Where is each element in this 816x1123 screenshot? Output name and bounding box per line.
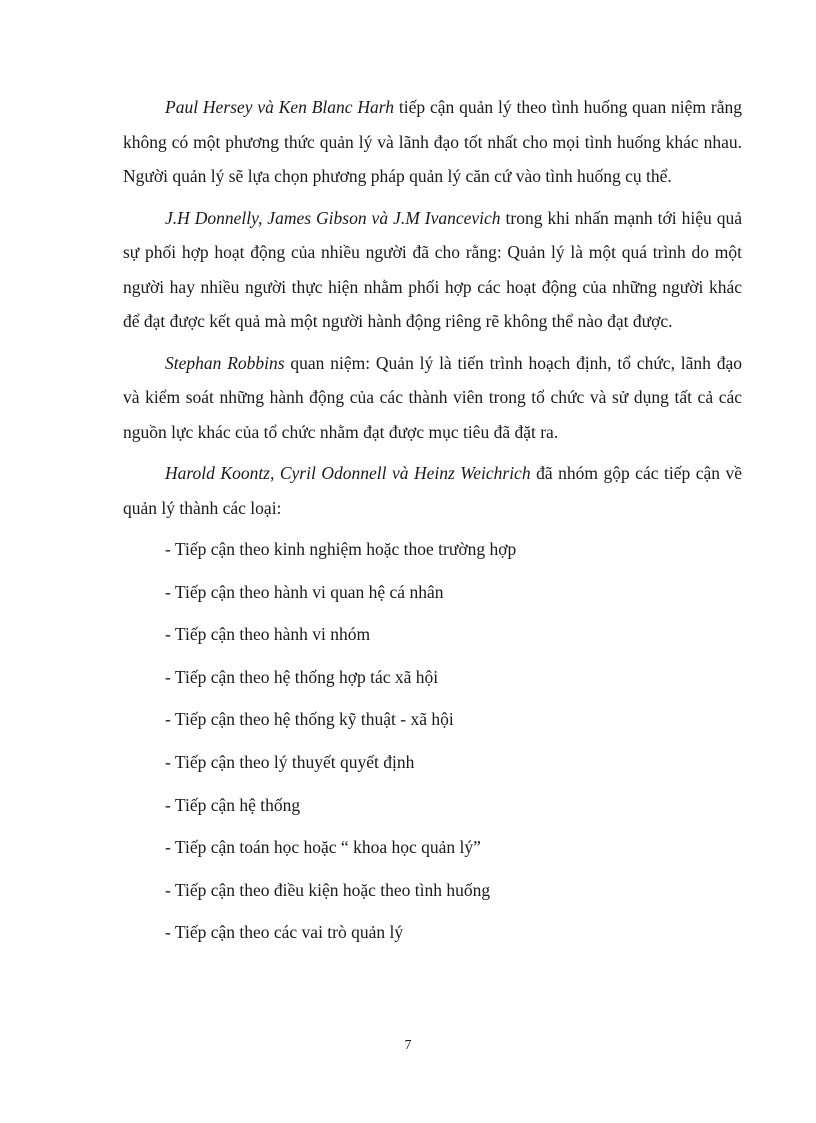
paragraph-donnelly-gibson-ivancevich <box>123 201 742 339</box>
list-item: - Tiếp cận theo hành vi nhóm <box>165 624 371 645</box>
page-body <box>123 90 742 958</box>
list-item: - Tiếp cận theo hệ thống kỹ thuật - xã hội <box>165 709 454 730</box>
paragraph-text: đã nhóm gộp các tiếp cận về quản lý thành các loại: <box>123 463 743 518</box>
author-names: J.H Donnelly, James Gibson và J.M Ivancevich <box>165 207 501 228</box>
paragraph-hersey-blanchard <box>123 90 742 194</box>
page-number: 7 <box>404 1038 412 1053</box>
paragraph-text: trong khi nhấn mạnh tới hiệu quả sự phối hợp hoạt động của nhiều người đã cho rằng: Quản lý là một quá trình do một người hay nhiều người thực hiện nhằm phối hợp các hoạt động của những người khác để đạt được kết quả mà một người hành động riêng rẽ không thể nào đạt được. <box>123 207 742 331</box>
paragraph-text: quan niệm: Quản lý là tiến trình hoạch định, tổ chức, lãnh đạo và kiểm soát những hành động của các thành viên trong tổ chức và sử dụng tất cả các nguồn lực khác của tổ chức nhằm đạt được mục tiêu đã đặt ra. <box>123 352 742 442</box>
list-item: - Tiếp cận hệ thống <box>165 794 301 815</box>
author-names: Harold Koontz, Cyril Odonnell và Heinz Weichrich <box>165 463 531 483</box>
paragraph-robbins <box>123 346 742 450</box>
list-item: - Tiếp cận theo kinh nghiệm hoặc thoe trường hợp <box>165 539 517 559</box>
list-item: - Tiếp cận theo các vai trò quản lý <box>165 922 404 943</box>
author-names: Stephan Robbins <box>165 352 285 373</box>
list-item: - Tiếp cận theo điều kiện hoặc theo tình huống <box>165 879 491 900</box>
list-item: - Tiếp cận theo lý thuyết quyết định <box>165 751 415 772</box>
list-item: - Tiếp cận theo hệ thống hợp tác xã hội <box>165 666 439 687</box>
list-item: - Tiếp cận toán học hoặc “ khoa học quản lý” <box>165 837 481 858</box>
list-item: - Tiếp cận theo hành vi quan hệ cá nhân <box>165 581 444 602</box>
paragraph-koontz-odonnell-weichrich <box>123 456 742 525</box>
management-approaches-list <box>123 532 742 951</box>
author-names: Paul Hersey và Ken Blanc Harh <box>165 97 395 117</box>
paragraph-text: tiếp cận quản lý theo tình huống quan niệm rằng không có một phương thức quản lý và lãnh đạo tốt nhất cho mọi tình huống khác nhau. Người quản lý sẽ lựa chọn phương pháp quản lý căn cứ vào tình huống cụ thể. <box>123 97 742 186</box>
